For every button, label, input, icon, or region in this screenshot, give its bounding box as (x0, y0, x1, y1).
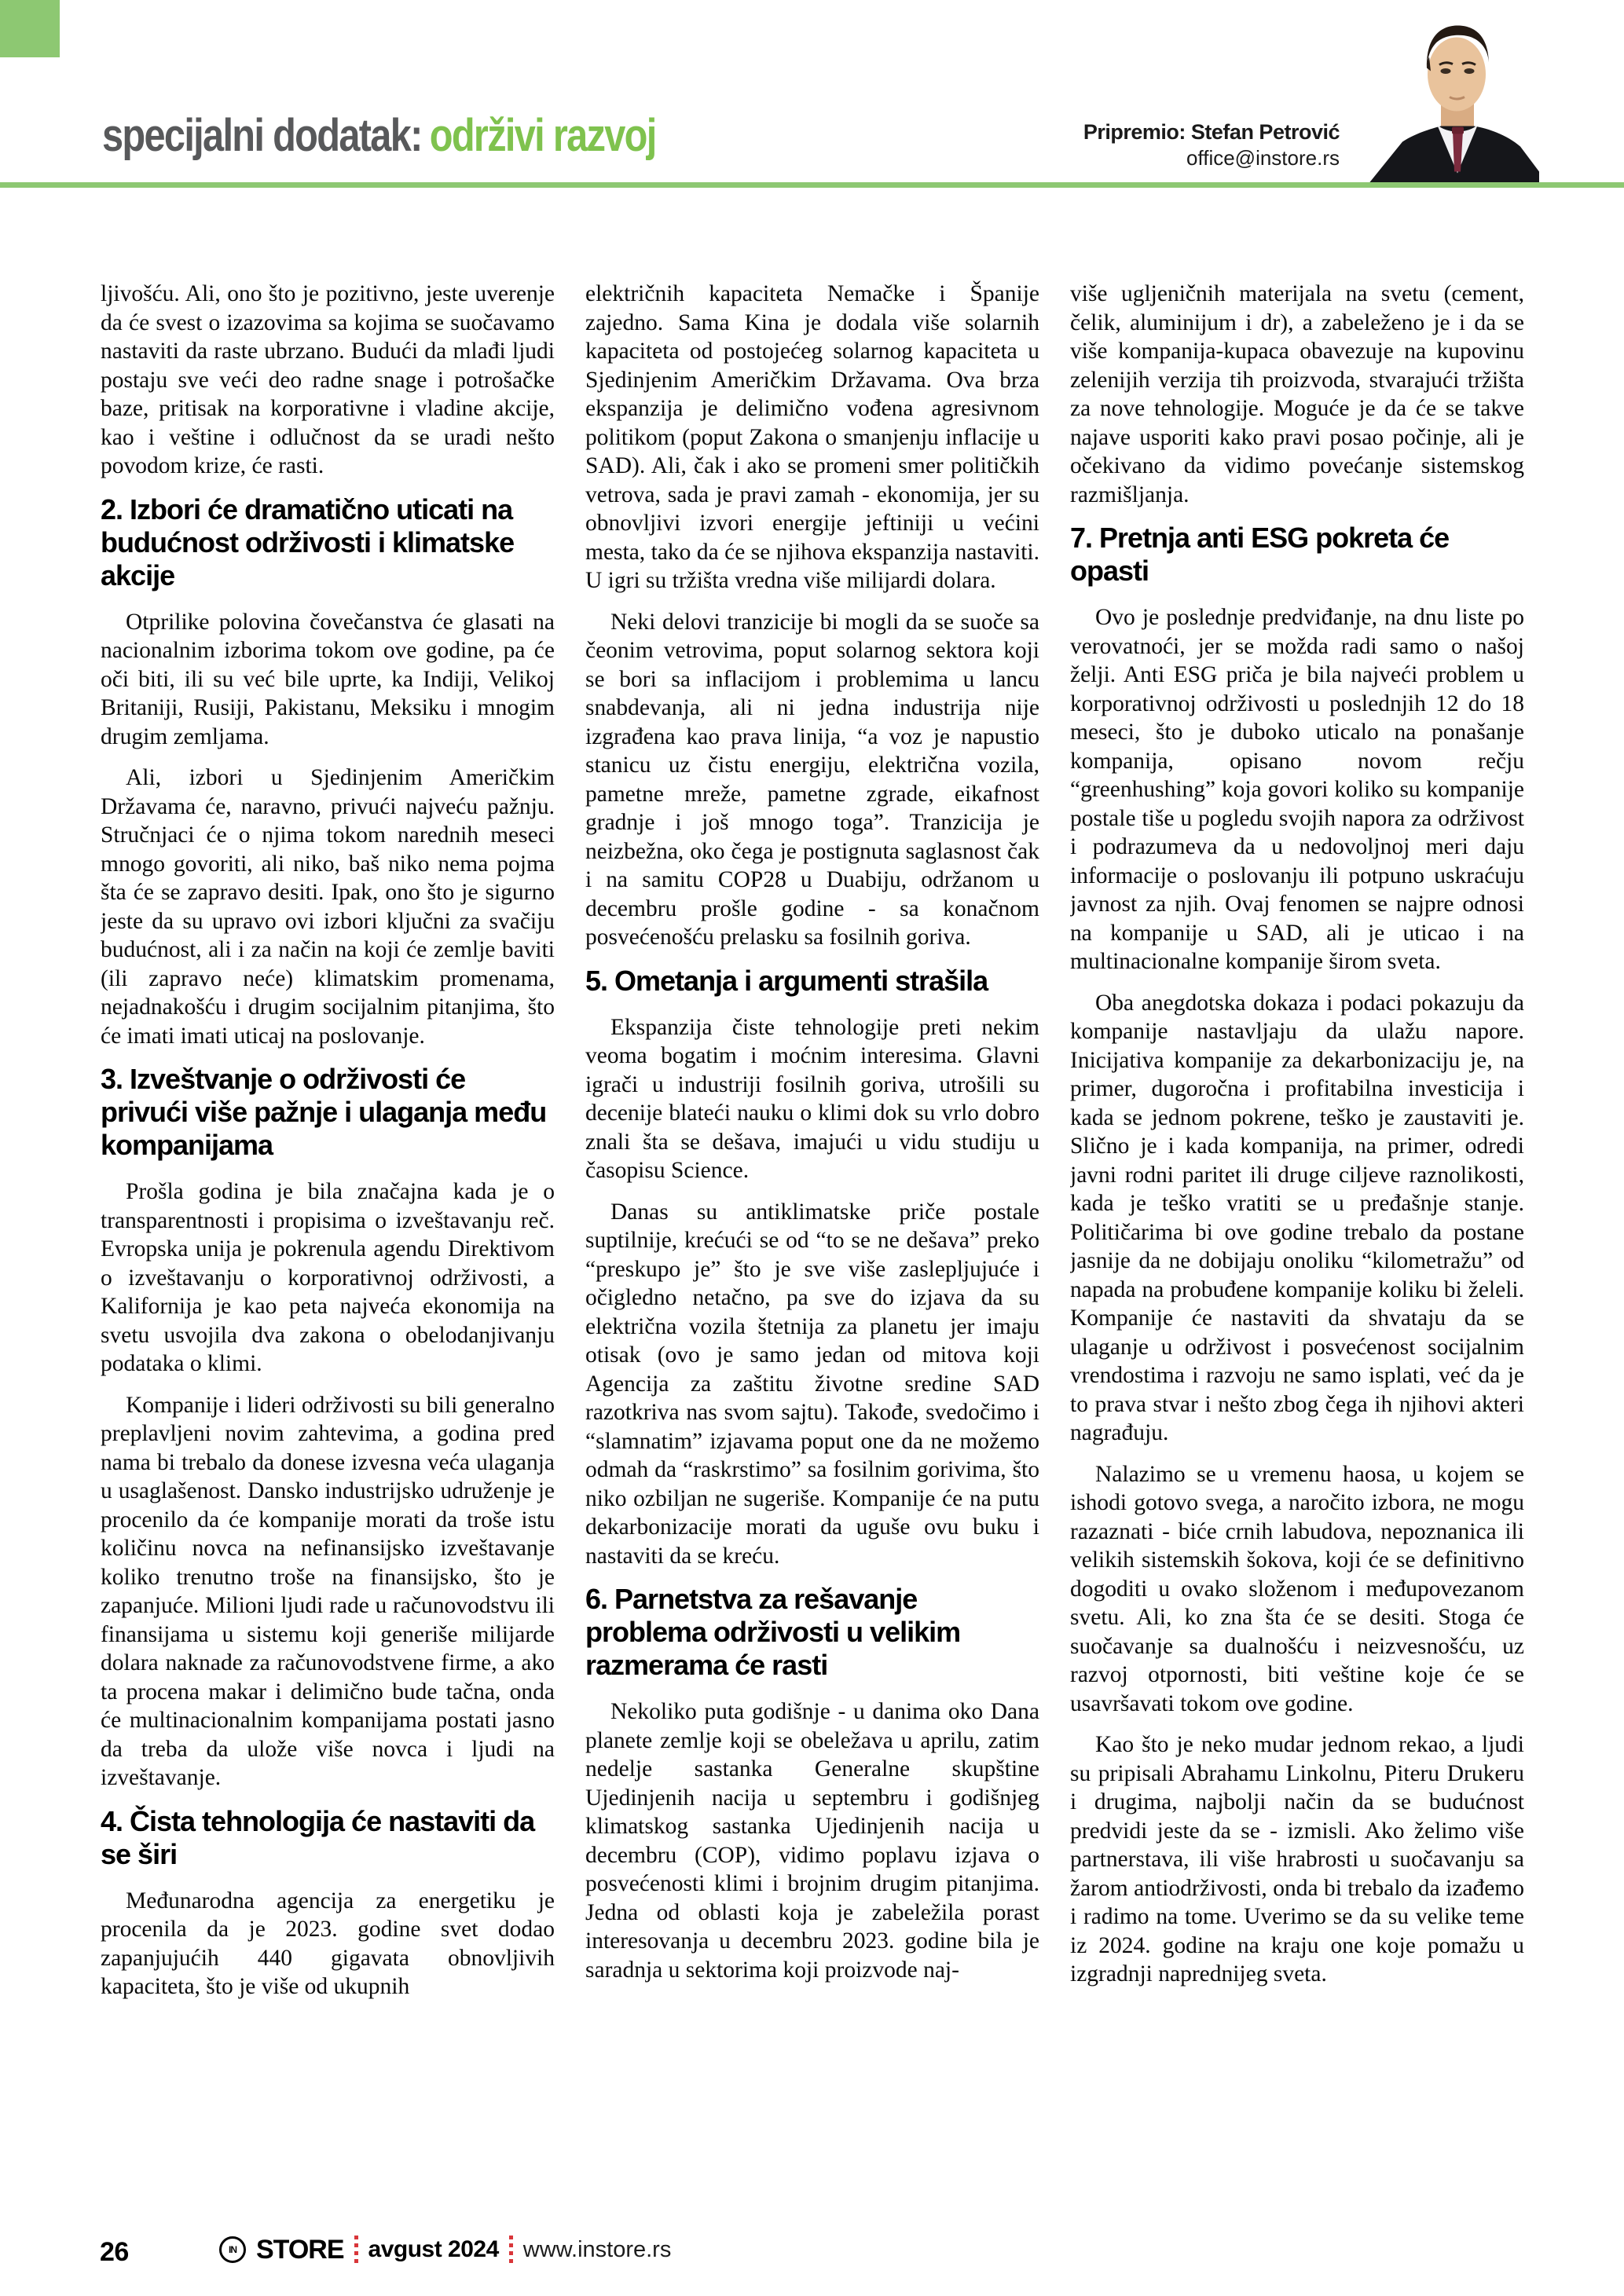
page-number: 26 (100, 2237, 129, 2267)
article-paragraph: Otprilike polovina čovečanstva će glasati na nacionalnim izborima tokom ove godine, pa će oči biti, ili su već bile uprte, ka Indiji, Velikoj Britaniji, Rusiji, Pakistanu, Meksiku i mnogim drugim zemljama. (101, 609, 555, 749)
instore-logo-text: STORE (256, 2234, 344, 2265)
article-paragraph: Kompanije i lideri održivosti su bili generalno preplavljeni novim zahtevima, a godina pred nama bi trebalo da donese izvesna veća ulaganja u usaglašenost. Dansko industrijsko udruženje je procenilo da će kompanije morati da troše istu količinu novca na nefinansijsko izveštavanje koliko trenutno troše na finansijsko, što je zapanjuće. Milioni ljudi rade u računovodstvu ili finansijama u sistemu koji generiše milijarde dolara naknade za računovodstvene firme, a ako ta procena makar i delimično bude tačna, onda će multinacionalnim kompanijama postati jasno da treba da ulože više novca i ljudi na izveštavanje. (101, 1392, 555, 1790)
man-in-suit-icon (1365, 16, 1539, 183)
green-corner-square (0, 0, 60, 57)
byline-author: Pripremio: Stefan Petrović (1083, 120, 1340, 144)
red-dotted-separator-icon (354, 2236, 358, 2264)
website-url: www.instore.rs (522, 2236, 672, 2262)
article-paragraph: Nekoliko puta godišnje - u danima oko Dana planete zemlje koji se obeležava u aprilu, zatim nedelje sastanka Generalne skupštine Ujedinjenih nacija u septembru i godišnjeg klimatskog sastanka Ujedinjenih nacija u decembru (COP), vidimo poplavu izjava o posvećenosti klimi i brojnim drugim pitanjima. Jedna od oblasti koja je zabeležila porast interesovanja u decembru 2023. godine bila je saradnja u sektorima koji proizvode naj- (585, 1699, 1039, 1983)
page-title-prefix: specijalni dodatak: (102, 110, 422, 161)
article-paragraph: Nalazimo se u vremenu haosa, u kojem se ishodi gotovo svega, a naročito izbora, ne mogu razaznati - biće crnih labudova, nepoznanica ili velikih sistemskih šokova, koji će se definitivno dogoditi u ovako složenom i međupovezanom svetu. Ali, ko zna šta će se desiti. Stoga će suočavanje sa dualnošću i neizvesnošću, uz razvoj otpornosti, biti veštine koje će se usavršavati tokom ove godine. (1070, 1461, 1524, 1716)
article-paragraph: Ali, izbori u Sjedinjenim Američkim Državama će, naravno, privući najveću pažnju. Stručnjaci će o njima tokom narednih meseci mnogo govoriti, ali niko, baš niko nema pojma šta će se zapravo desiti. Ipak, ono što je sigurno jeste da su upravo ovi izbori ključni za svačiju budućnost, ali i za način na koji će zemlje baviti (ili zapravo neće) klimatskim promenama, nejadnakošću i drugim socijalnim pitanjima, što će imati imati uticaj na poslovanje. (101, 765, 555, 1049)
article-column-2 (585, 280, 1039, 2220)
article-paragraph: više ugljeničnih materijala na svetu (cement, čelik, aluminijum i dr), a zabeleženo je i da se više kompanija-kupaca obavezuje na kupovinu zelenijih verzija tih proizvoda, stvarajući tržišta za nove tehnologije. Moguće je da će se takve najave usporiti kako pravi posao počinje, ali je očekivano da vidimo povećanje sistemskog razmišljanja. (1070, 281, 1524, 507)
article-paragraph: Prošla godina je bila značajna kada je o transparentnosti i propisima o izveštavanju reč. Evropska unija je pokrenula agendu Direktivom o izveštavanju o korporativnoj održivosti, a Kalifornija je kao peta najveća ekonomija na svetu usvojila dva zakona o obelodanjivanju podataka o klimi. (101, 1179, 555, 1376)
issue-date: avgust 2024 (368, 2236, 499, 2262)
article-paragraph: Ekspanzija čiste tehnologije preti nekim veoma bogatim i moćnim interesima. Glavni igrači u industriji fosilnih goriva, utrošili su decenije blateći nauku o klimi dok su vrlo dobro znali šta se dešava, imajući u vidu studiju u časopisu Science. (585, 1014, 1039, 1183)
article-paragraph: Oba anegdotska dokaza i podaci pokazuju da kompanije nastavljaju da ulažu napore. Inicijativa kompanije za dekarbonizaciju je, na primer, dugoročna i profitabilna investicija i kada se jednom pokrene, teško je zaustaviti je. Slično je i kada kompanija, na primer, odredi javni rodni paritet ili druge ciljeve raznolikosti, kada je teško vratiti se u pređašnje stanje. Političarima bi ove godine trebalo da postane jasnije da ne dobijaju onoliku “kilometražu” od napada na probuđene kompanije koliku bi želeli. Kompanije će nastaviti da shvataju da se ulaganje u održivost i posvećenost socijalnim vrendostima i razvoju ne samo isplati, već da je to prava stvar i nešto zbog čega ih njihovi akteri nagrađuju. (1070, 990, 1524, 1445)
article-paragraph: ljivošću. Ali, ono što je pozitivno, jeste uverenje da će svest o izazovima sa kojima se suočavamo nastaviti da raste ubrzano. Budući da mlađi ljudi postaju sve veći deo radne snage i potrošačke baze, pritisak na korporativne i vladine akcije, kao i veštine i odlučnost da se uradi nešto povodom krize, će rasti. (101, 281, 555, 478)
byline (1083, 119, 1340, 171)
article-column-1 (101, 280, 555, 2220)
page-title-accent: održivi razvoj (429, 110, 656, 161)
article-paragraph: električnih kapaciteta Nemačke i Španije zajedno. Sama Kina je dodala više solarnih kapaciteta od postojećeg solarnog kapaciteta u Sjedinjenim Američkim Državama. Ova brza ekspanzija je delimično vođena agresivnom politikom (poput Zakona o smanjenju inflacije u SAD). Ali, čak i ako se promeni smer političkih vetrova, sada je pravi zamah - ekonomija, jer su obnovljivi izvori energije jeftiniji u većini mesta, tako da će se njihova ekspanzija nastaviti. U igri su tržišta vredna više milijardi dolara. (585, 281, 1039, 593)
header-divider-rule (0, 182, 1624, 188)
footer (219, 2234, 671, 2265)
section-heading-7: 7. Pretnja anti ESG pokreta će opasti (1070, 522, 1450, 587)
byline-email: office@instore.rs (1186, 146, 1340, 170)
page-title (102, 112, 656, 160)
article-paragraph: Ovo je poslednje predviđanje, na dnu liste po verovatnoći, jer se možda radi samo o našoj želji. Anti ESG priča je bila najveći problem u korporativnoj održivosti u poslednjih 12 do 18 meseci, što je duboko uticalo na ponašanje kompanija, opisano novom rečju “greenhushing” koja govori koliko su kompanije postale tiše u pogledu svojih napora za održivost i podrazumeva da u nedovoljnoj meri daju informacije o poslovanju ili potpuno uskraćuju javnost za njih. Ovaj fenomen se najpre odnosi na kompanije u SAD, ali je uticao i na multinacionalne kompanije širom sveta. (1070, 605, 1524, 974)
section-heading-6: 6. Parnetstva za rešavanje problema održivosti u velikim razmerama će rasti (585, 1583, 961, 1681)
article-paragraph: Kao što je neko mudar jednom rekao, a ljudi su pripisali Abrahamu Linkolnu, Piteru Drukeru i drugima, najbolji način da se budućnost predvidi jeste da se - izmisli. Ako želimo više partnerstava, ili više hrabrosti u suočavanju sa žarom antiodrživosti, onda bi trebalo da izađemo i radimo na tome. Uverimo se da su velike teme iz 2024. godine na kraju one koje pomažu u izgradnji naprednijeg sveta. (1070, 1732, 1524, 1987)
red-dotted-separator-icon (509, 2236, 513, 2264)
article-paragraph: Međunarodna agencija za energetiku je procenila da je 2023. godine svet dodao zapanjujućih 440 gigavata obnovljivih kapaciteta, što je više od ukupnih (101, 1888, 555, 1999)
author-portrait-photo (1365, 16, 1539, 183)
section-heading-5: 5. Ometanja i argumenti strašila (585, 964, 988, 997)
instore-circle-logo-icon: IN (219, 2236, 246, 2263)
article-column-3 (1070, 280, 1524, 2220)
article-paragraph: Danas su antiklimatske priče postale suptilnije, krećući se od “to se ne dešava” preko “preskupo je” što je sve više zaslepljujuće i očigledno netačno, pa sve do izjava da su električna vozila štetnija za planetu jer imaju otisak (ovo je samo jedan od mitova koji Agencija za zaštitu životne sredine SAD razotkriva nas svom sajtu). Takođe, svedočimo i “slamnatim” izjavama poput one da ne možemo odmah da “raskrstimo” sa fosilnim gorivima, što niko ozbiljan ne sugeriše. Kompanije će na putu dekarbonizacije morati da uguše ovu buku i nastaviti da se kreću. (585, 1199, 1039, 1569)
section-heading-2: 2. Izbori će dramatično uticati na budućnost održivosti i klimatske akcije (101, 493, 515, 591)
section-heading-4: 4. Čista tehnologija će nastaviti da se širi (101, 1804, 535, 1870)
section-heading-3: 3. Izveštvanje o održivosti će privući više pažnje i ulaganja među kompanijama (101, 1063, 547, 1161)
article-paragraph: Neki delovi tranzicije bi mogli da se suoče sa čeonim vetrovima, poput solarnog sektora koji se bori sa inflacijom i problemima u lancu snabdevanja, ali ni jedna industrija nije izgrađena kao prava linija, “a voz je napustio stanicu uz čistu energiju, električna vozila, pametne mreže, pametne zgrade, eikafnost gradnje i još mnogo toga”. Tranzicija je neizbežna, oko čega je postignuta saglasnost čak i na samitu COP28 u Duabiju, održanom u decembru prošle godine - sa konačnom posvećenošću prelasku sa fosilnih goriva. (585, 609, 1039, 950)
